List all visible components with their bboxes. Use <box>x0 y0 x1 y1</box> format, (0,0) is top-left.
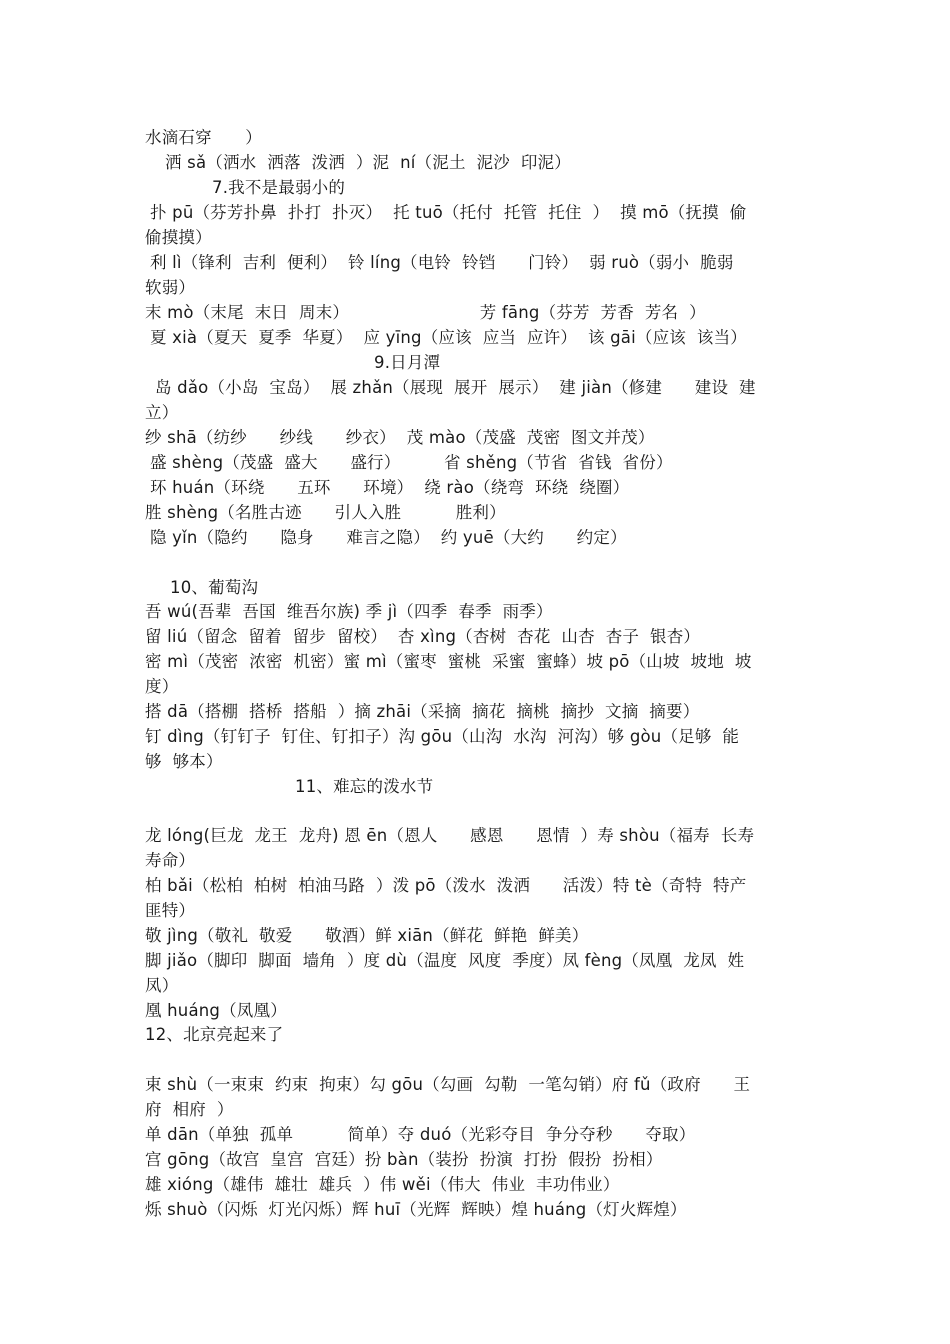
text-line: 凤） <box>145 976 179 995</box>
text-line: 龙 lóng(巨龙 龙王 龙舟) 恩 ēn（恩人 感恩 恩情 ）寿 shòu（福寿 长寿 <box>145 826 755 845</box>
text-line: 雄 xióng（雄伟 雄壮 雄兵 ）伟 wěi（伟大 伟业 丰功伟业） <box>145 1175 620 1194</box>
text-line: 夏 xià（夏天 夏季 华夏） 应 yīng（应该 应当 应许） 该 gāi（应该 该当） <box>150 328 747 347</box>
text-line: 吾 wú(吾辈 吾国 维吾尔族) 季 jì（四季 春季 雨季） <box>145 602 553 621</box>
text-line: 胜 shèng（名胜古迹 引人入胜 胜利） <box>145 503 506 522</box>
text-line: 环 huán（环绕 五环 环境） 绕 rào（绕弯 环绕 绕圈） <box>150 478 630 497</box>
text-line: 扑 pū（芬芳扑鼻 扑打 扑灭） 托 tuō（托付 托管 托住 ） 摸 mō（抚摸 偷 <box>150 203 747 222</box>
text-line: 立） <box>145 403 179 422</box>
section-heading: 10、葡萄沟 <box>170 578 259 597</box>
text-line: 钉 dìng（钉钉子 钉住、钉扣子）沟 gōu（山沟 水沟 河沟）够 gòu（足够 能 <box>145 727 740 746</box>
text-line: 敬 jìng（敬礼 敬爱 敬酒）鲜 xiān（鲜花 鲜艳 鲜美） <box>145 926 589 945</box>
text-line: 烁 shuò（闪烁 灯光闪烁）辉 huī（光辉 辉映）煌 huáng（灯火辉煌） <box>145 1200 687 1219</box>
section-heading: 9.日月潭 <box>374 353 441 372</box>
text-line: 纱 shā（纺纱 纱线 纱衣） 茂 mào（茂盛 茂密 图文并茂） <box>145 428 655 447</box>
text-line: 留 liú（留念 留着 留步 留校） 杏 xìng（杏树 杏花 山杏 杏子 银杏） <box>145 627 701 646</box>
text-line: 密 mì（茂密 浓密 机密）蜜 mì（蜜枣 蜜桃 采蜜 蜜蜂）坡 pō（山坡 坡地 坡 <box>145 652 752 671</box>
text-line: 隐 yǐn（隐约 隐身 难言之隐） 约 yuē（大约 约定） <box>150 528 627 547</box>
section-heading: 7.我不是最弱小的 <box>212 178 346 197</box>
text-line: 单 dān（单独 孤单 简单）夺 duó（光彩夺目 争分夺秒 夺取） <box>145 1125 696 1144</box>
text-line: 岛 dǎo（小岛 宝岛） 展 zhǎn（展现 展开 展示） 建 jiàn（修建 建设 建 <box>155 378 756 397</box>
text-line: 束 shù（一束束 约束 拘束）勾 gōu（勾画 勾勒 一笔勾销）府 fǔ（政府 王 <box>145 1075 751 1094</box>
text-line: 搭 dā（搭棚 搭桥 搭船 ）摘 zhāi（采摘 摘花 摘桃 摘抄 文摘 摘要） <box>145 702 700 721</box>
text-line: 偷摸摸） <box>145 228 212 247</box>
section-heading: 11、难忘的泼水节 <box>295 777 434 796</box>
text-line: 柏 bǎi（松柏 柏树 柏油马路 ）泼 pō（泼水 泼洒 活泼）特 tè（奇特 特产 <box>145 876 747 895</box>
text-line: 利 lì（锋利 吉利 便利） 铃 líng（电铃 铃铛 门铃） 弱 ruò（弱小 脆弱 <box>150 253 734 272</box>
text-line: 脚 jiǎo（脚印 脚面 墙角 ）度 dù（温度 风度 季度）凤 fèng（凤凰 龙凤 姓 <box>145 951 745 970</box>
text-line: 软弱） <box>145 278 196 297</box>
text-line: 够 够本） <box>145 752 223 771</box>
text-line: 洒 sǎ（洒水 洒落 泼洒 ）泥 ní（泥土 泥沙 印泥） <box>165 153 571 172</box>
section-heading: 12、北京亮起来了 <box>145 1025 284 1044</box>
text-line: 宫 gōng（故宫 皇宫 宫廷）扮 bàn（装扮 扮演 打扮 假扮 扮相） <box>145 1150 663 1169</box>
text-line: 寿命） <box>145 851 196 870</box>
text-line: 度） <box>145 677 179 696</box>
text-line: 盛 shèng（茂盛 盛大 盛行） 省 shěng（节省 省钱 省份） <box>150 453 673 472</box>
text-line: 水滴石穿 ） <box>145 128 262 147</box>
text-line: 匪特） <box>145 901 196 920</box>
text-line: 末 mò（末尾 末日 周末） 芳 fāng（芬芳 芳香 芳名 ） <box>145 303 706 322</box>
text-line: 凰 huáng（凤凰） <box>145 1001 287 1020</box>
text-line: 府 相府 ） <box>145 1100 234 1119</box>
